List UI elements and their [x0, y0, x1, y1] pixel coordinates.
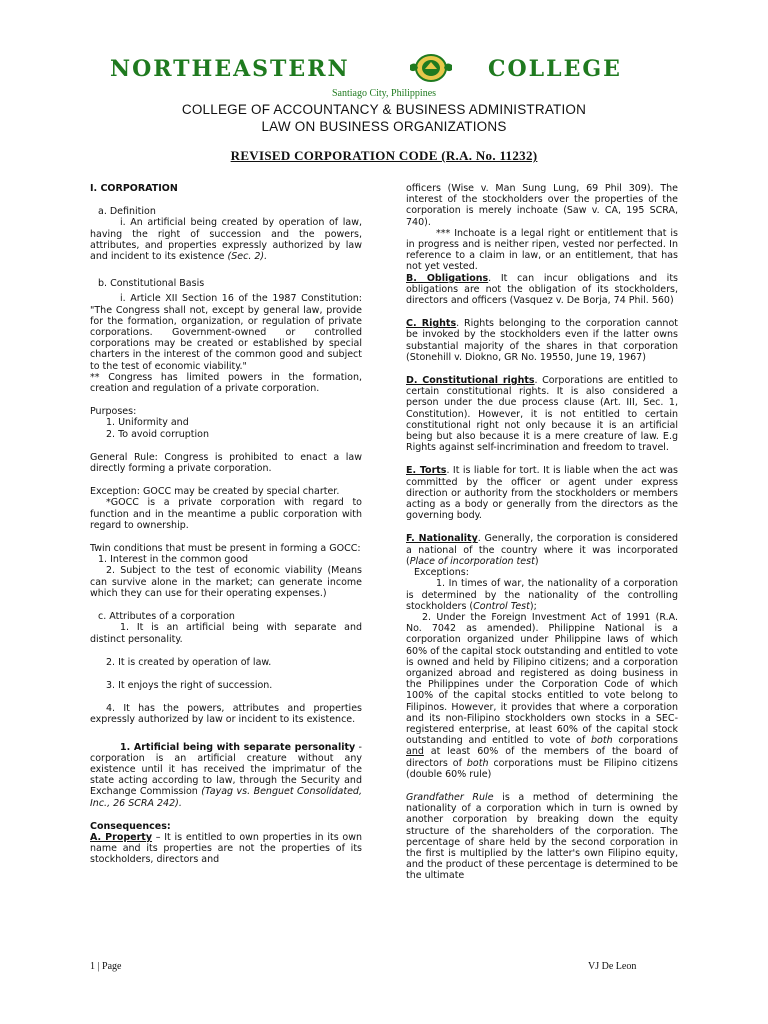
definition-body: i. An artificial being created by operation of law, having the right of succession and the powers, attributes, and properties expressly authorized by law and incident to its existence: [90, 217, 362, 263]
grandfather-rule-label: Grandfather Rule: [406, 791, 494, 803]
attribute-item: 1. It is an artificial being with separate and distinct personality.: [90, 622, 362, 645]
exception-1-end: );: [529, 600, 537, 612]
artificial-being-heading: 1. Artificial being with separate personality: [120, 741, 356, 753]
left-column: [90, 183, 362, 866]
exception-2-mid: corporations: [612, 735, 678, 747]
control-test: Control Test: [473, 600, 530, 612]
constitutional-rights-paragraph: [406, 375, 678, 453]
nationality-end: ): [534, 555, 539, 567]
nationality-paragraph: [406, 533, 678, 567]
grandfather-rule-body: is a method of determining the nationality of a corporation which in turn is owned by another corporation by breaking down the equity structure of the shareholders of the corporation. The percentage of share held by the second corporation in the first is multiplied by the latter's own Filipino equity, and the product of these percentage is determined to be the ultimate: [406, 791, 678, 882]
college-location: Santiago City, Philippines: [331, 88, 437, 99]
attributes-heading: c. Attributes of a corporation: [98, 611, 235, 623]
definition-heading: a. Definition: [98, 206, 156, 218]
torts-paragraph: [406, 465, 678, 521]
artificial-being-body: - corporation is an artificial creature without any existence until it has received the imprimatur of the state acting according to law, through the Security and Exchange Commission: [90, 741, 362, 798]
consequences-label: Consequences:: [90, 820, 171, 832]
exception-2-body: 2. Under the Foreign Investment Act of 1991 (R.A. No. 7042 as amended). Philippine National is a corporation organized under Philippine laws of which 60% of the capital stock outstanding and entitled to vote is owned and held by Filipino citizens; and a corporation organized abroad and registered as doing business in the Philippines under the Corporation Code of which 100% of the capital stocks entitled to vote belong to Filipinos. However, it provides that where a corporation and its non-Filipino stockholders own stocks in a SEC-registered enterprise, at least 60% of the capital stock outstanding and entitled to vote of: [406, 611, 678, 747]
torts-label: E. Torts: [406, 465, 447, 477]
gocc-note: *GOCC is a private corporation with regard to function and in the meantime a public corporation with regard to ownership.: [90, 497, 362, 531]
continued-text: officers (Wise v. Man Sung Lung, 69 Phil 309). The interest of the stockholders over the properties of the corporation is merely inchoate (Saw v. CA, 195 SCRA, 740).: [406, 183, 678, 228]
page-number: 1 | Page: [90, 961, 122, 972]
attribute-item: 2. It is created by operation of law.: [106, 656, 272, 668]
nationality-test: Place of incorporation test: [409, 555, 535, 567]
exception-2-mid2: at least 60% of the members of the board of directors of: [406, 746, 678, 769]
right-column: [406, 183, 678, 882]
artificial-being-paragraph: [90, 742, 362, 809]
artificial-being-citation: (Tayag vs. Benguet Consolidated, Inc., 26 SCRA 242).: [90, 786, 362, 809]
both-emphasis: both: [466, 757, 489, 769]
inchoate-note: *** Inchoate is a legal right or entitlement that is in progress and is neither ripen, vested nor perfected. In reference to a claim in law, or an entitlement, that has not yet vested.: [406, 227, 678, 273]
congress-note: ** Congress has limited powers in the formation, creation and regulation of a private corporation.: [90, 371, 362, 395]
constitutional-rights-label: D. Constitutional rights: [406, 375, 535, 387]
brand-name-left: NORTHEASTERN: [110, 56, 350, 82]
obligations-paragraph: [406, 273, 678, 307]
rights-body: . Rights belonging to the corporation cannot be invoked by the stockholders even if the latter owns substantial majority of the shares in that corporation (Stonehill v. Diokno, GR No. 19550, June 19, 1967): [406, 318, 678, 363]
twin-condition-item: 2. Subject to the test of economic viability (Means can survive alone in the market; can generate income which they can use for their operating expenses.): [90, 565, 362, 599]
definition-citation: (Sec. 2).: [227, 251, 268, 263]
purposes-label: Purposes:: [90, 406, 137, 418]
property-paragraph: [90, 832, 362, 866]
nationality-body: . Generally, the corporation is considered a national of the country where it was incorporated (: [406, 533, 678, 567]
general-rule: General Rule: Congress is prohibited to enact a law directly forming a private corporation.: [90, 451, 362, 475]
purpose-item: 2. To avoid corruption: [106, 428, 209, 440]
grandfather-rule-paragraph: [406, 792, 678, 882]
property-body: – It is entitled to own properties in its own name and its properties are not the properties of its stockholders, directors and: [90, 831, 362, 866]
torts-body: . It is liable for tort. It is liable when the act was committed by the officer or agent under express direction or authority from the stockholders or members acting as a body or generally from the directors as the governing body.: [406, 465, 678, 522]
author-name: VJ De Leon: [588, 961, 637, 972]
exception-text: Exception: GOCC may be created by special charter.: [90, 486, 340, 498]
definition-text: [90, 217, 362, 262]
course-subject: LAW ON BUSINESS ORGANIZATIONS: [261, 119, 507, 134]
attribute-item: 4. It has the powers, attributes and properties expressly authorized by law or incident to its existence.: [90, 703, 362, 726]
obligations-label: B. Obligations: [406, 272, 489, 284]
rights-paragraph: [406, 318, 678, 363]
property-label: A. Property: [90, 831, 153, 843]
purpose-item: 1. Uniformity and: [106, 417, 189, 429]
exception-1-body: 1. In times of war, the nationality of a corporation is determined by the nationality of the controlling stockholders (: [406, 578, 678, 612]
exception-2-end: corporations must be Filipino citizens (double 60% rule): [406, 757, 678, 780]
twin-conditions-intro: Twin conditions that must be present in forming a GOCC:: [90, 543, 361, 555]
both-emphasis: both: [591, 735, 613, 747]
brand-name-right: COLLEGE: [488, 56, 622, 82]
college-name: COLLEGE OF ACCOUNTANCY & BUSINESS ADMINISTRATION: [181, 102, 587, 117]
attribute-item: 3. It enjoys the right of succession.: [106, 679, 273, 691]
section-title: I. CORPORATION: [90, 183, 178, 194]
constitutional-rights-body: . Corporations are entitled to certain constitutional rights. It is also considered a person under the due process clause (Art. III, Sec. 1, Constitution). However, it is not entitled to certain constitutional right not only because it is an artificial being but also because it is a mere creature of law. E.g Rights against self-incrimination and freedom to travel.: [406, 375, 678, 454]
and-emphasis: and: [406, 746, 424, 758]
rights-label: C. Rights: [406, 318, 457, 330]
exception-item: [406, 612, 678, 780]
header-banner: [0, 56, 768, 86]
twin-condition-item: 1. Interest in the common good: [98, 554, 249, 566]
constitutional-basis-text: i. Article XII Section 16 of the 1987 Constitution: "The Congress shall not, except by general law, provide for the formation, organization, or regulation of private corporations. Government-owned or controlled corporations may be created or established by special charters in the interest of the common good and subject to the test of economic viability.": [90, 293, 362, 372]
exceptions-label: Exceptions:: [414, 567, 469, 579]
college-seal-icon: [408, 53, 454, 83]
nationality-label: F. Nationality: [406, 533, 478, 545]
document-title: REVISED CORPORATION CODE (R.A. No. 11232): [230, 148, 538, 163]
constitutional-basis-heading: b. Constitutional Basis: [98, 278, 205, 290]
obligations-body: . It can incur obligations and its obligations are not the obligation of its stockholders, directors and officers (Vasquez v. De Borja, 74 Phil. 560): [406, 272, 678, 307]
exception-item: [406, 578, 678, 612]
